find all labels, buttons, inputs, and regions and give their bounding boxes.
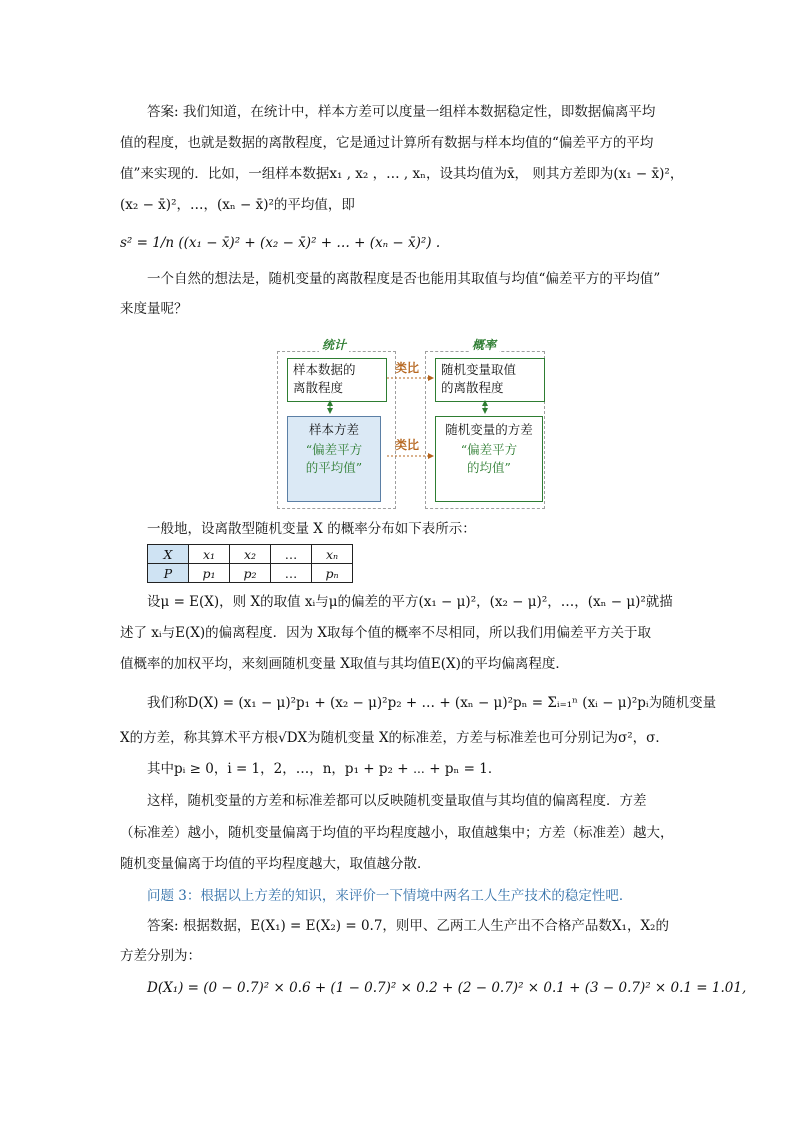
table-cell: pₙ [312, 564, 353, 583]
text-line: （标准差）越小，随机变量偏离于均值的平均程度越小，取值越集中；方差（标准差）越大， [120, 825, 674, 841]
text-line: 随机变量偏离于均值的平均程度越大，取值越分散． [120, 856, 431, 872]
box-line: “偏差平方 [460, 442, 518, 457]
formula-dx1: D(X₁) = (0 − 0.7)² × 0.6 + (1 − 0.7)² × 0.2 + (2 − 0.7)² × 0.1 + (3 − 0.7)² × 0.1 = 1.01, [147, 980, 747, 996]
table-row [148, 564, 353, 583]
table-cell: P [148, 564, 189, 583]
box-line: 的平均值” [305, 460, 363, 475]
table-row [148, 545, 353, 564]
text-line: 答案: 根据数据，E(X₁) = E(X₂) = 0.7，则甲、乙两工人生产出不合格产品数X₁，X₂的 [147, 918, 669, 934]
stats-header: 统计 [319, 336, 349, 353]
analogy-label-top: 类比 [395, 361, 420, 375]
text-line: 一个自然的想法是，随机变量的离散程度是否也能用其取值与均值“偏差平方的平均值” [147, 271, 661, 287]
text-line: 值的程度，也就是数据的离散程度，它是通过计算所有数据与样本均值的“偏差平方的平均 [120, 135, 654, 151]
text-line: 值概率的加权平均，来刻画随机变量 X取值与其均值E(X)的平均偏离程度． [120, 656, 569, 672]
table-cell: p₁ [189, 564, 230, 583]
box-line: “偏差平方 [305, 442, 363, 457]
text-line: 这样，随机变量的方差和标准差都可以反映随机变量取值与其均值的偏离程度．方差 [147, 793, 647, 809]
text-line: (x₂ − x̄)²，…，(xₙ − x̄)²的平均值，即 [120, 197, 355, 213]
text-line: X的方差，称其算术平方根√DX为随机变量 X的标准差，方差与标准差也可分别记为σ²，σ． [120, 730, 669, 746]
box-line: 离散程度 [293, 380, 344, 395]
box-line: 样本数据的 [293, 362, 356, 377]
table-cell: … [271, 564, 312, 583]
text-line: 其中pᵢ ≥ 0，i = 1，2，…，n，p₁ + p₂ + ⋯ + pₙ = 1． [147, 761, 502, 777]
table-cell: X [148, 545, 189, 564]
question-3: 问题 3：根据以上方差的知识，来评价一下情境中两名工人生产技术的稳定性吧． [147, 888, 633, 904]
table-cell: p₂ [230, 564, 271, 583]
distribution-table [147, 544, 353, 583]
box-line: 的离散程度 [441, 380, 504, 395]
prob-header: 概率 [469, 336, 499, 353]
text-distribution-intro: 一般地，设离散型随机变量 X 的概率分布如下表所示： [147, 521, 476, 537]
analogy-label-bottom: 类比 [395, 438, 420, 452]
text-line: 方差分别为： [120, 948, 201, 964]
box-line: 随机变量的方差 [445, 422, 533, 437]
formula-sample-variance: s² = 1/n ((x₁ − x̄)² + (x₂ − x̄)² + … + (xₙ − x̄)²) . [120, 235, 441, 251]
text-line: 值”来实现的．比如，一组样本数据x₁ , x₂ ，… , xₙ，设其均值为x̄， 则其方差即为(x₁ − x̄)²， [120, 166, 684, 182]
table-cell: x₂ [230, 545, 271, 564]
table-cell: … [271, 545, 312, 564]
box-line: 样本方差 [308, 422, 359, 437]
text-line: 答案: 我们知道，在统计中，样本方差可以度量一组样本数据稳定性，即数据偏离平均 [147, 104, 656, 120]
box-line: 的均值” [467, 460, 511, 475]
analogy-diagram [277, 338, 545, 509]
table-cell: x₁ [189, 545, 230, 564]
table-cell: xₙ [312, 545, 353, 564]
text-line: 我们称D(X) = (x₁ − μ)²p₁ + (x₂ − μ)²p₂ + … + (xₙ − μ)²pₙ = Σᵢ₌₁ⁿ (xᵢ − μ)²pᵢ为随机变量 [147, 695, 717, 711]
text-line: 来度量呢？ [120, 301, 188, 317]
text-line: 述了 xᵢ与E(X)的偏离程度．因为 X取每个值的概率不尽相同，所以我们用偏差平方关于取 [120, 625, 652, 641]
text-line: 设μ = E(X)，则 X的取值 xᵢ与μ的偏差的平方(x₁ − μ)²，(x₂ − μ)²，…，(xₙ − μ)²就描 [147, 594, 673, 610]
box-line: 随机变量取值 [441, 362, 517, 377]
